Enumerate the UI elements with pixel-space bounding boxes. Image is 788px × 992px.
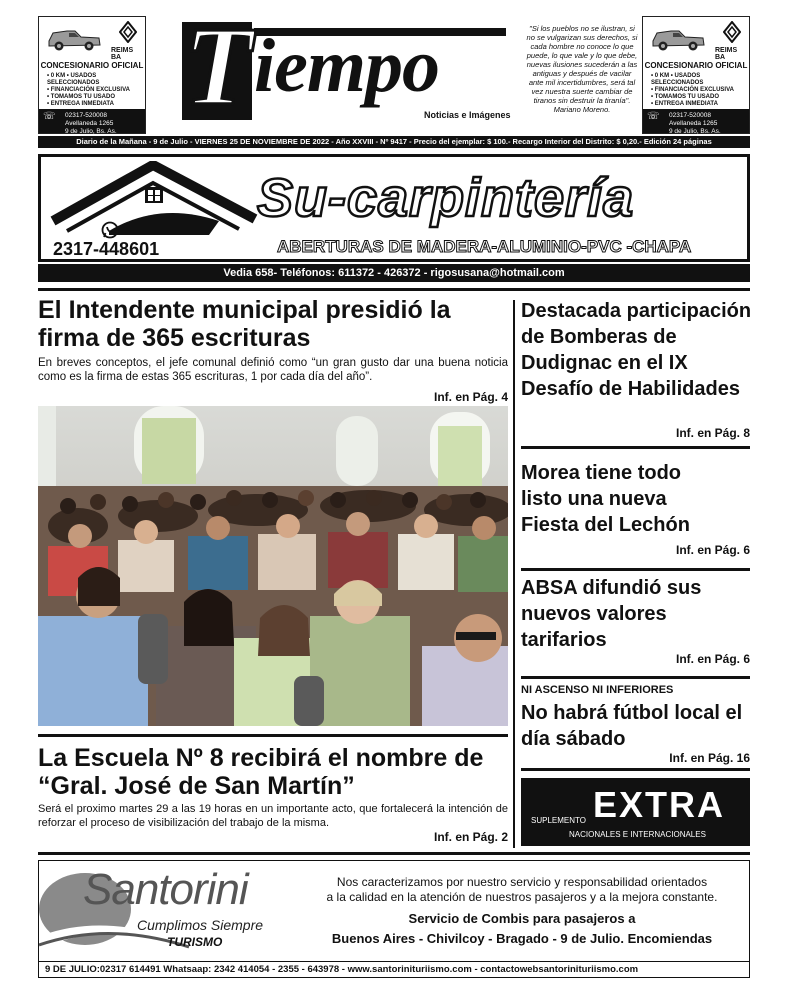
side-kicker: NI ASCENSO NI INFERIORES: [521, 684, 674, 696]
masthead-initial: T: [184, 5, 253, 129]
dealer-contact: [643, 109, 749, 133]
second-body: Será el proximo martes 29 a las 19 horas en un importante acto, que fortalecerá la intención de reforzar el proceso de visibilización del trabajo de la misma.: [38, 803, 508, 829]
dealer-item: • TOMAMOS TU USADO: [47, 94, 115, 100]
pickup-truck-icon: [45, 23, 103, 53]
section-divider: [38, 288, 750, 291]
section-divider: [38, 852, 750, 855]
extra-subtitle: NACIONALES E INTERNACIONALES: [569, 830, 706, 839]
phone-icon: ☏: [43, 111, 56, 122]
dealer-address: Avellaneda 1265: [65, 120, 114, 127]
lead-page-ref[interactable]: Inf. en Pág. 4: [433, 390, 508, 404]
dealer-phone: 02317-520008: [65, 112, 107, 119]
dealer-item: • TOMAMOS TU USADO: [651, 94, 719, 100]
dealer-item: • ENTREGA INMEDIATA: [651, 101, 718, 107]
second-headline[interactable]: La Escuela Nº 8 recibirá el nombre de “Gral. José de San Martín”: [38, 744, 484, 800]
side-headline-bomberas[interactable]: Destacada participación de Bomberas de Dudignac en el IX Desafío de Habilidades: [521, 300, 752, 400]
dealer-brand: REIMS BA: [715, 47, 738, 61]
dealer-ad-left[interactable]: [38, 16, 146, 134]
santorini-footer: 9 DE JULIO:02317 614491 Whatsaap: 2342 414054 - 2355 - 643978 - www.santorinituriismo.com - contactowebsantorinituriismo.com: [39, 961, 749, 977]
carpinteria-name: Su-carpintería: [257, 168, 635, 228]
dealer-phone: 02317-520008: [669, 112, 711, 119]
dealer-items: [47, 73, 145, 108]
santorini-destinations: Buenos Aires - Chivilcoy - Bragado - 9 de Julio. Encomiendas: [331, 931, 713, 946]
carpinteria-ad[interactable]: [38, 154, 750, 262]
side-divider: [521, 768, 750, 771]
side-divider: [521, 568, 750, 571]
santorini-text-line: a la calidad en la atención de nuestros pasajeros y a la mejora constante.: [326, 890, 718, 904]
dealer-item: • 0 KM • USADOS SELECCIONADOS: [47, 73, 100, 86]
dealer-ad-right[interactable]: [642, 16, 750, 134]
house-roof-icon: [49, 161, 279, 237]
second-page-ref[interactable]: Inf. en Pág. 2: [433, 830, 508, 844]
dealer-item: • FINANCIACIÓN EXCLUSIVA: [651, 87, 734, 93]
masthead-title: iempo: [254, 24, 439, 108]
dealer-brand: REIMS BA: [111, 47, 134, 61]
dealer-item: • 0 KM • USADOS SELECCIONADOS: [651, 73, 704, 86]
dealer-items: [651, 73, 749, 108]
dealer-item: • FINANCIACIÓN EXCLUSIVA: [47, 87, 130, 93]
renault-logo-icon: [723, 21, 741, 43]
side-headline-absa[interactable]: ABSA difundió sus nuevos valores tarifarios: [521, 577, 702, 651]
carpinteria-subtitle: ABERTURAS DE MADERA-ALUMINIO-PVC -CHAPA: [277, 237, 692, 256]
side-page-ref[interactable]: Inf. en Pág. 6: [675, 543, 750, 557]
masthead-subtitle: Noticias e Imágenes: [424, 110, 511, 120]
pickup-truck-icon: [649, 23, 707, 53]
column-divider: [513, 300, 515, 848]
lead-headline[interactable]: El Intendente municipal presidió la firma de 365 escrituras: [38, 296, 451, 352]
dealer-title: CONCESIONARIO OFICIAL: [40, 61, 144, 70]
lead-body: En breves conceptos, el jefe comunal definió como “un gran gusto dar una buena noticia como es la firma de estas 365 escrituras, 1 por cada día del año”.: [38, 357, 508, 383]
santorini-name: Santorini: [83, 865, 248, 914]
santorini-slogan: Cumplimos Siempre: [137, 917, 264, 933]
carpinteria-phone: 2317-448601: [53, 239, 160, 259]
side-page-ref[interactable]: Inf. en Pág. 16: [669, 751, 750, 765]
side-divider: [521, 446, 750, 449]
side-headline-futbol[interactable]: No habrá fútbol local el día sábado: [521, 702, 743, 750]
santorini-tag: TURISMO: [167, 935, 223, 949]
dateline: Diario de la Mañana - 9 de Julio - VIERNES 25 DE NOVIEMBRE DE 2022 - Año XXVIII - Nº 9417 - Precio del ejemplar: $ 100.- Recargo Interior del Distrito: $ 0,20.- Edición 24 páginas: [38, 136, 750, 148]
carpinteria-address: Vedia 658- Teléfonos: 611372 - 426372 - rigosusana@hotmail.com: [38, 264, 750, 282]
phone-icon: ☏: [647, 111, 660, 122]
santorini-text-line: Nos caracterizamos por nuestro servicio y responsabilidad orientados: [336, 875, 708, 889]
audience-photo: [38, 406, 508, 726]
side-headline-morea[interactable]: Morea tiene todo listo una nueva Fiesta del Lechón: [521, 462, 690, 536]
dealer-item: • ENTREGA INMEDIATA: [47, 101, 114, 107]
dealer-city: 9 de Julio, Bs. As.: [669, 128, 721, 135]
extra-title: EXTRA: [593, 784, 726, 825]
santorini-ad[interactable]: [38, 860, 750, 978]
dealer-address: Avellaneda 1265: [669, 120, 718, 127]
side-divider: [521, 676, 750, 679]
dealer-contact: [39, 109, 145, 133]
side-page-ref[interactable]: Inf. en Pág. 6: [675, 652, 750, 666]
dealer-city: 9 de Julio, Bs. As.: [65, 128, 117, 135]
masthead-quote: "Si los pueblos no se ilustran, si no se vulgarizan sus derechos, si cada hombre no conoce lo que puede, lo que vale y lo que debe, nuevas ilusiones sucederán a las antiguas y después de vacilar ante mil incertidumbres, será tal vez nuestra suerte cambiar de tiranos sin destruir la tiranía". Mariano Moreno.: [526, 24, 638, 114]
whatsapp-icon: [101, 221, 119, 239]
extra-label: SUPLEMENTO: [531, 816, 586, 825]
extra-supplement[interactable]: [521, 778, 750, 846]
renault-logo-icon: [119, 21, 137, 43]
dealer-title: CONCESIONARIO OFICIAL: [644, 61, 748, 70]
santorini-text: [299, 875, 745, 905]
side-page-ref[interactable]: Inf. en Pág. 8: [675, 426, 750, 440]
santorini-service: Servicio de Combis para pasajeros a: [408, 911, 636, 926]
section-divider: [38, 734, 508, 737]
